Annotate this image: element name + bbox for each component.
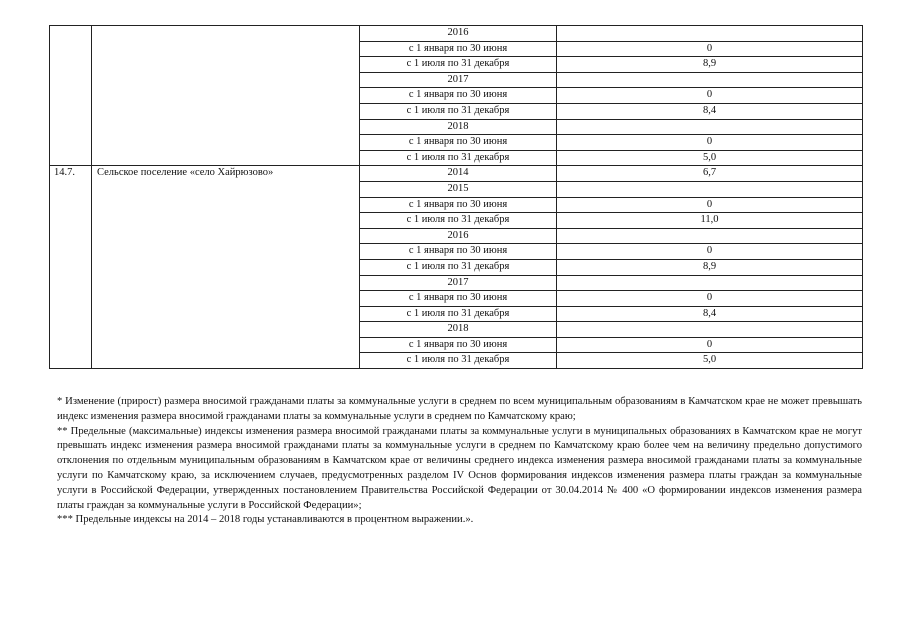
footnotes: [57, 395, 862, 528]
period-cell: с 1 января по 30 июня: [360, 197, 557, 213]
index-value-cell: 0: [557, 88, 863, 104]
index-value-cell: [557, 26, 863, 42]
index-value-cell: 8,9: [557, 259, 863, 275]
period-cell: с 1 января по 30 июня: [360, 88, 557, 104]
index-value-cell: 0: [557, 135, 863, 151]
settlement-name-cell: [92, 26, 360, 166]
index-value-cell: [557, 275, 863, 291]
index-value-cell: 0: [557, 244, 863, 260]
period-cell: с 1 июля по 31 декабря: [360, 103, 557, 119]
footnote-2: ** Предельные (максимальные) индексы изменения размера вносимой гражданами платы за коммунальные услуги в муниципальных образованиях в Камчатском крае не могут превышать индекс изменения размера вносимой гражданами платы за коммунальные услуги в среднем по Камчатскому краю более чем на величину предельно допустимого отклонения по отдельным муниципальным образованиям в Камчатском крае от величины среднего индекса изменения размера вносимой гражданами платы за коммунальные услуги по Камчатскому краю, за исключением случаев, предусмотренных разделом IV Основ формирования индексов изменения размера платы граждан за коммунальные услуги в Российской Федерации, утвержденных постановлением Правительства Российской Федерации от 30.04.2014 № 400 «О формировании индексов изменения размера платы граждан за коммунальные услуги в Российской Федерации»;: [57, 425, 862, 511]
index-value-cell: 8,9: [557, 57, 863, 73]
index-table-body: [50, 26, 863, 369]
period-cell: 2015: [360, 181, 557, 197]
table-row: [50, 26, 863, 42]
period-cell: 2016: [360, 228, 557, 244]
index-table: [49, 25, 863, 369]
period-cell: с 1 июля по 31 декабря: [360, 150, 557, 166]
index-value-cell: 0: [557, 291, 863, 307]
period-cell: 2016: [360, 26, 557, 42]
index-value-cell: [557, 228, 863, 244]
table-row: [50, 166, 863, 182]
index-value-cell: [557, 119, 863, 135]
index-value-cell: [557, 72, 863, 88]
period-cell: с 1 июля по 31 декабря: [360, 353, 557, 369]
index-value-cell: 0: [557, 337, 863, 353]
period-cell: 2017: [360, 275, 557, 291]
period-cell: 2017: [360, 72, 557, 88]
period-cell: с 1 января по 30 июня: [360, 337, 557, 353]
index-value-cell: 6,7: [557, 166, 863, 182]
period-cell: с 1 января по 30 июня: [360, 291, 557, 307]
period-cell: с 1 января по 30 июня: [360, 135, 557, 151]
index-value-cell: 5,0: [557, 150, 863, 166]
index-value-cell: [557, 181, 863, 197]
index-value-cell: 8,4: [557, 306, 863, 322]
period-cell: с 1 июля по 31 декабря: [360, 213, 557, 229]
index-value-cell: 11,0: [557, 213, 863, 229]
index-value-cell: 0: [557, 197, 863, 213]
period-cell: 2018: [360, 322, 557, 338]
index-value-cell: [557, 322, 863, 338]
period-cell: с 1 января по 30 июня: [360, 244, 557, 260]
index-value-cell: 0: [557, 41, 863, 57]
period-cell: с 1 июля по 31 декабря: [360, 57, 557, 73]
index-value-cell: 8,4: [557, 103, 863, 119]
index-value-cell: 5,0: [557, 353, 863, 369]
settlement-name-cell: Сельское поселение «село Хайрюзово»: [92, 166, 360, 369]
period-cell: 2018: [360, 119, 557, 135]
footnote-1: * Изменение (прирост) размера вносимой гражданами платы за коммунальные услуги в среднем по всем муниципальным образованиям в Камчатском крае не может превышать индекс изменения размера вносимой гражданами платы за коммунальные услуги в среднем по Камчатскому краю;: [57, 396, 862, 422]
period-cell: с 1 июля по 31 декабря: [360, 259, 557, 275]
row-number-cell: 14.7.: [50, 166, 92, 369]
period-cell: с 1 июля по 31 декабря: [360, 306, 557, 322]
period-cell: 2014: [360, 166, 557, 182]
footnote-3: *** Предельные индексы на 2014 – 2018 годы устанавливаются в процентном выражении.».: [57, 514, 474, 526]
row-number-cell: [50, 26, 92, 166]
period-cell: с 1 января по 30 июня: [360, 41, 557, 57]
